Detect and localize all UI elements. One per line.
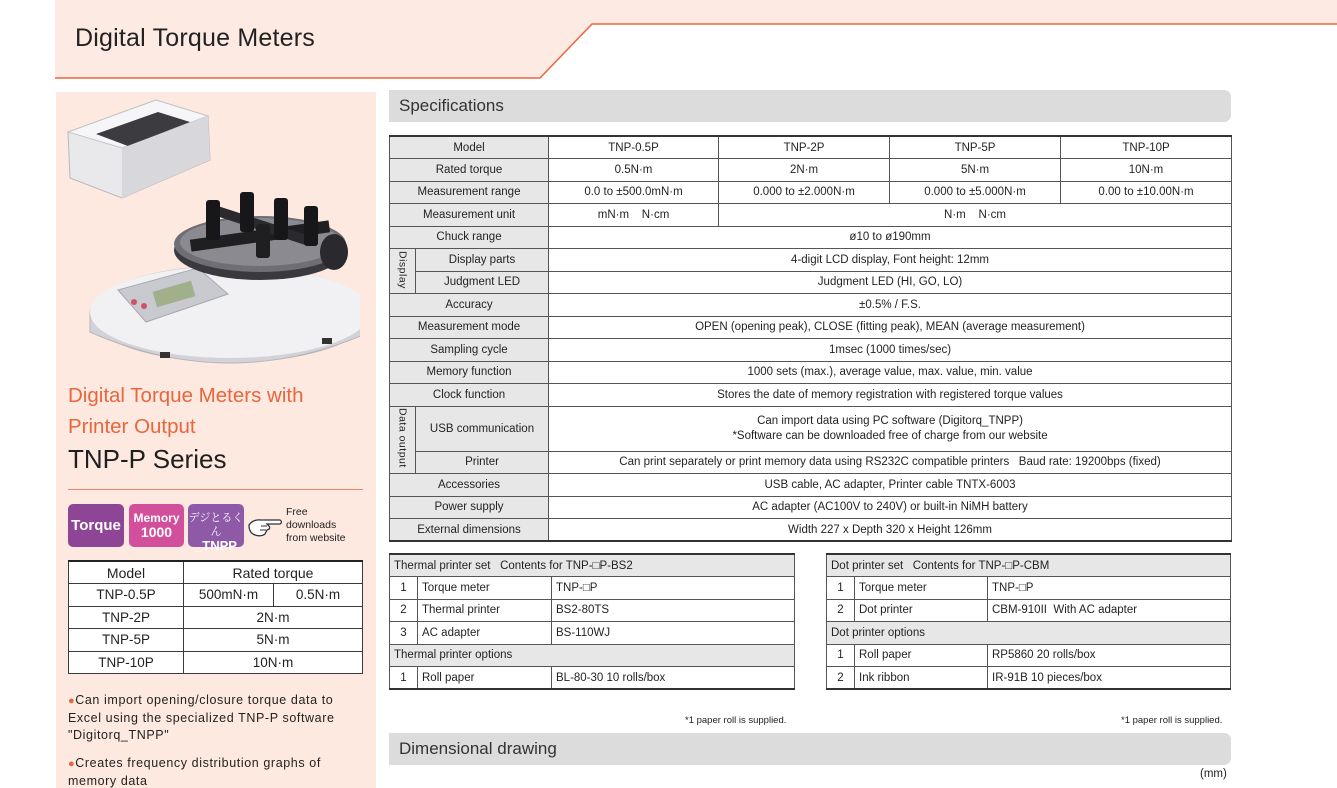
spec-value: 5N·m	[890, 159, 1061, 182]
item-code: RP5860 20 rolls/box	[988, 644, 1231, 667]
column-header: Model	[69, 561, 184, 584]
set-title: Thermal printer set Contents for TNP-□P-BS2	[390, 554, 795, 577]
spec-row-measurement-unit	[390, 204, 1232, 227]
table-row	[69, 584, 363, 607]
item-name: Torque meter	[855, 577, 988, 600]
spec-value: 1msec (1000 times/sec)	[549, 339, 1232, 362]
spec-value: N·m N·cm	[719, 204, 1232, 227]
spec-value: 0.000 to ±5.000N·m	[890, 181, 1061, 204]
item-name: Ink ribbon	[855, 667, 988, 690]
model-cell: TNP-5P	[69, 629, 184, 652]
spec-value: 2N·m	[719, 159, 890, 182]
options-title: Thermal printer options	[390, 644, 795, 667]
item-number: 1	[827, 577, 855, 600]
item-number: 2	[827, 667, 855, 690]
feature-text: Creates frequency distribution graphs of memory data	[68, 756, 321, 788]
set-title-row	[390, 554, 795, 577]
item-number: 1	[827, 644, 855, 667]
table-row	[390, 599, 795, 622]
spec-row-measurement-mode	[390, 316, 1232, 339]
table-row	[827, 577, 1231, 600]
model-cell: TNP-0.5P	[549, 136, 719, 159]
spec-row-model	[390, 136, 1232, 159]
spec-label: External dimensions	[390, 519, 549, 542]
set-title: Dot printer set Contents for TNP-□P-CBM	[827, 554, 1231, 577]
spec-value: 4-digit LCD display, Font height: 12mm	[549, 249, 1232, 272]
spec-row-accessories	[390, 474, 1232, 497]
spec-value: 0.5N·m	[549, 159, 719, 182]
thermal-printer-set-table	[389, 553, 795, 690]
item-number: 1	[390, 577, 418, 600]
spec-value-line: *Software can be downloaded free of charge from our website	[732, 429, 1048, 442]
group-label-data-output	[390, 406, 416, 474]
spec-label: Model	[390, 136, 549, 159]
spec-value: 0.0 to ±500.0mN·m	[549, 181, 719, 204]
table-row	[390, 577, 795, 600]
item-name: Roll paper	[418, 667, 552, 690]
spec-value: Judgment LED (HI, GO, LO)	[549, 271, 1232, 294]
table-row	[827, 667, 1231, 690]
spec-row-measurement-range	[390, 181, 1232, 204]
item-code: BL-80-30 10 rolls/box	[552, 667, 795, 690]
table-row	[69, 606, 363, 629]
spec-label: Chuck range	[390, 226, 549, 249]
table-row	[390, 667, 795, 690]
dimensional-drawing-header	[389, 733, 1231, 765]
spec-label: Memory function	[390, 361, 549, 384]
specifications-table	[389, 135, 1232, 542]
specifications-header	[389, 90, 1231, 122]
spec-row-rated-torque	[390, 159, 1232, 182]
divider	[68, 489, 363, 490]
spec-row-external-dimensions	[390, 519, 1232, 542]
spec-label: Accessories	[390, 474, 549, 497]
spec-label: Clock function	[390, 384, 549, 407]
software-badge-line-1: デジとるくん	[188, 512, 244, 538]
spec-row-accuracy	[390, 294, 1232, 317]
group-label-display	[390, 249, 416, 294]
spec-label: Judgment LED	[416, 271, 549, 294]
spec-row-judgment-led	[390, 271, 1232, 294]
spec-label: Printer	[416, 451, 549, 474]
table-row	[69, 651, 363, 674]
spec-value: Stores the date of memory registration with registered torque values	[549, 384, 1232, 407]
torque-cell: 500mN·m	[184, 584, 274, 607]
spec-row-printer	[390, 451, 1232, 474]
spec-value: Width 227 x Depth 320 x Height 126mm	[549, 519, 1232, 542]
item-code: CBM-910II With AC adapter	[988, 599, 1231, 622]
table-row	[390, 622, 795, 645]
table-row	[827, 599, 1231, 622]
feature-item	[68, 692, 368, 744]
section-title: Dimensional drawing	[399, 739, 557, 758]
group-label-text: Display	[396, 250, 409, 289]
spec-label: Measurement mode	[390, 316, 549, 339]
torque-cell: 2N·m	[184, 606, 363, 629]
free-note-line: downloads	[286, 519, 337, 531]
bullet-icon: ●	[68, 758, 76, 770]
item-number: 2	[390, 599, 418, 622]
item-code: BS2-80TS	[552, 599, 795, 622]
free-note-line: Free	[286, 506, 308, 518]
spec-value: mN·m N·cm	[549, 204, 719, 227]
spec-value: 1000 sets (max.), average value, max. value, min. value	[549, 361, 1232, 384]
section-title: Specifications	[399, 96, 504, 115]
model-cell: TNP-2P	[69, 606, 184, 629]
memory-badge-count: 1000	[140, 524, 173, 540]
spec-row-power-supply	[390, 496, 1232, 519]
item-name: AC adapter	[418, 622, 552, 645]
software-badge	[188, 504, 244, 553]
bullet-icon: ●	[68, 695, 76, 707]
options-title: Dot printer options	[827, 622, 1231, 645]
software-badge-line-2: _TNPP	[195, 538, 237, 553]
item-code: BS-110WJ	[552, 622, 795, 645]
spec-label: Power supply	[390, 496, 549, 519]
torque-meter-photo	[60, 94, 360, 372]
spec-label: Accuracy	[390, 294, 549, 317]
series-name: TNP-P Series	[68, 444, 227, 474]
pointing-hand-icon	[247, 513, 283, 539]
spec-label: Rated torque	[390, 159, 549, 182]
spec-row-clock-function	[390, 384, 1232, 407]
spec-value: 0.000 to ±2.000N·m	[719, 181, 890, 204]
item-name: Dot printer	[855, 599, 988, 622]
item-name: Torque meter	[418, 577, 552, 600]
model-cell: TNP-2P	[719, 136, 890, 159]
spec-row-chuck-range	[390, 226, 1232, 249]
table-row	[827, 644, 1231, 667]
spec-row-sampling-cycle	[390, 339, 1232, 362]
model-cell: TNP-5P	[890, 136, 1061, 159]
series-subtitle	[68, 380, 358, 442]
options-title-row	[827, 622, 1231, 645]
spec-value	[549, 406, 1232, 451]
feature-item	[68, 755, 368, 788]
spec-value: AC adapter (AC100V to 240V) or built-in NiMH battery	[549, 496, 1232, 519]
subtitle-line-2: Printer Output	[68, 415, 196, 438]
spec-value: OPEN (opening peak), CLOSE (fitting peak), MEAN (average measurement)	[549, 316, 1232, 339]
rated-torque-table	[68, 560, 363, 674]
subtitle-line-1: Digital Torque Meters with	[68, 384, 304, 407]
model-cell: TNP-10P	[1061, 136, 1232, 159]
thermal-supply-note: *1 paper roll is supplied.	[685, 715, 787, 726]
dot-supply-note: *1 paper roll is supplied.	[1121, 715, 1223, 726]
spec-value-line: Can import data using PC software (Digitorq_TNPP)	[757, 414, 1023, 427]
spec-label: Measurement range	[390, 181, 549, 204]
spec-label: Measurement unit	[390, 204, 549, 227]
memory-badge-label: Memory	[133, 511, 180, 525]
item-number: 3	[390, 622, 418, 645]
item-number: 1	[390, 667, 418, 690]
item-code: IR-91B 10 pieces/box	[988, 667, 1231, 690]
group-label-text: Data output	[396, 408, 409, 469]
spec-label: Display parts	[416, 249, 549, 272]
torque-cell: 0.5N·m	[274, 584, 363, 607]
model-cell: TNP-0.5P	[69, 584, 184, 607]
spec-value: 10N·m	[1061, 159, 1232, 182]
spec-value: USB cable, AC adapter, Printer cable TNTX-6003	[549, 474, 1232, 497]
free-download-note	[286, 506, 346, 545]
torque-badge: Torque	[68, 504, 124, 547]
options-title-row	[390, 644, 795, 667]
spec-value: ±0.5% / F.S.	[549, 294, 1232, 317]
item-code: TNP-□P	[988, 577, 1231, 600]
table-row	[69, 629, 363, 652]
spec-label: Sampling cycle	[390, 339, 549, 362]
item-name: Thermal printer	[418, 599, 552, 622]
set-title-row	[827, 554, 1231, 577]
spec-row-memory-function	[390, 361, 1232, 384]
spec-row-display-parts	[390, 249, 1232, 272]
feature-text: Can import opening/closure torque data to Excel using the specialized TNP-P software "Digitorq_TNPP"	[68, 693, 335, 742]
item-number: 2	[827, 599, 855, 622]
spec-row-usb	[390, 406, 1232, 451]
spec-label: USB communication	[416, 406, 549, 451]
page-title: Digital Torque Meters	[75, 24, 315, 52]
spec-value: 0.00 to ±10.00N·m	[1061, 181, 1232, 204]
spec-value: ø10 to ø190mm	[549, 226, 1232, 249]
torque-cell: 5N·m	[184, 629, 363, 652]
model-cell: TNP-10P	[69, 651, 184, 674]
column-header: Rated torque	[184, 561, 363, 584]
item-name: Roll paper	[855, 644, 988, 667]
free-note-line: from website	[286, 532, 346, 544]
unit-note: (mm)	[1200, 768, 1227, 780]
item-code: TNP-□P	[552, 577, 795, 600]
table-header-row	[69, 561, 363, 584]
dot-printer-set-table	[826, 553, 1231, 690]
spec-value: Can print separately or print memory data using RS232C compatible printers Baud rate: 19200bps (fixed)	[549, 451, 1232, 474]
memory-badge	[129, 504, 184, 547]
torque-cell: 10N·m	[184, 651, 363, 674]
